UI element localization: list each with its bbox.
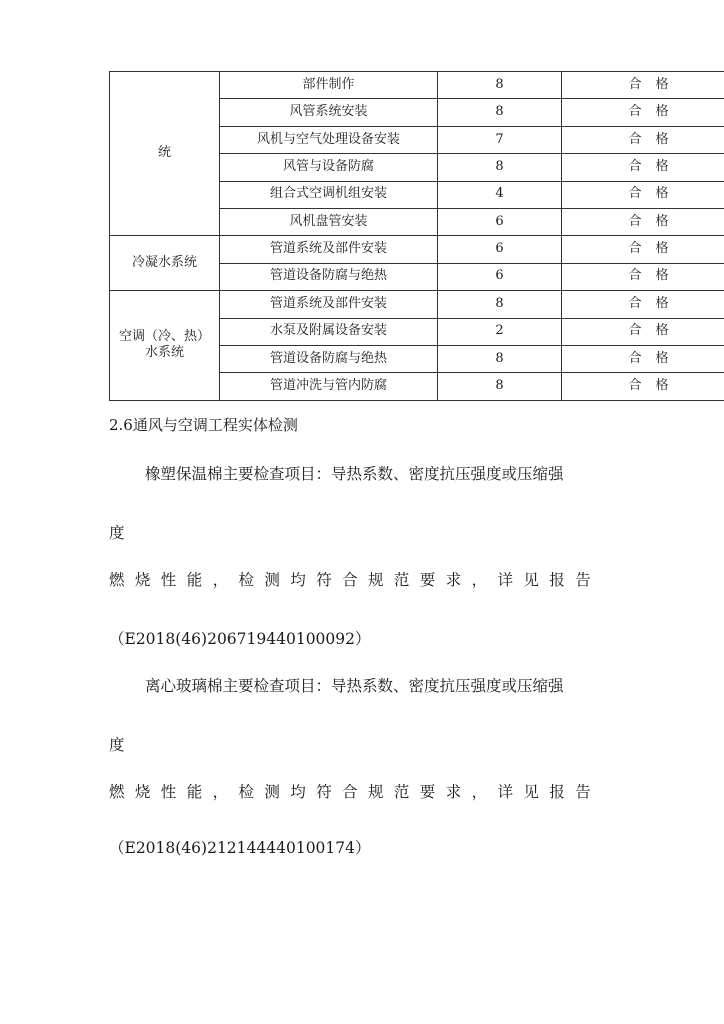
item-cell: 部件制作 — [220, 72, 438, 99]
count-cell: 8 — [438, 291, 562, 318]
result-cell: 合格 — [562, 291, 724, 318]
item-cell: 风管与设备防腐 — [220, 154, 438, 181]
inspection-items-text: 离心玻璃棉主要检查项目：导热系数、密度抗压强度或压缩强 — [145, 677, 564, 695]
item-cell: 管道冲洗与管内防腐 — [220, 373, 438, 400]
inspection-items-text: 橡塑保温棉主要检查项目：导热系数、密度抗压强度或压缩强 — [145, 465, 564, 483]
result-cell: 合格 — [562, 208, 724, 235]
result-text: 燃烧性能，检测均符合规范要求，详见报告 — [109, 571, 602, 589]
count-cell: 8 — [438, 99, 562, 126]
count-cell: 8 — [438, 373, 562, 400]
item-cell: 管道设备防腐与绝热 — [220, 345, 438, 372]
system-name-cell: 空调（冷、热）水系统 — [110, 291, 220, 401]
count-cell: 8 — [438, 154, 562, 181]
result-cell: 合格 — [562, 154, 724, 181]
result-cell: 合格 — [562, 318, 724, 345]
item-cell: 管道系统及部件安装 — [220, 236, 438, 263]
result-cell: 合格 — [562, 373, 724, 400]
item-cell: 管道设备防腐与绝热 — [220, 263, 438, 290]
inspection-items-continued: 度 — [109, 736, 125, 754]
table-row — [110, 72, 724, 99]
item-cell: 组合式空调机组安装 — [220, 181, 438, 208]
table-row — [110, 236, 724, 263]
count-cell: 8 — [438, 345, 562, 372]
count-cell: 6 — [438, 236, 562, 263]
item-cell: 水泵及附属设备安装 — [220, 318, 438, 345]
item-cell: 风机与空气处理设备安装 — [220, 126, 438, 153]
count-cell: 7 — [438, 126, 562, 153]
item-cell: 风管系统安装 — [220, 99, 438, 126]
count-cell: 2 — [438, 318, 562, 345]
section-heading: 2.6通风与空调工程实体检测 — [109, 416, 298, 434]
table-row — [110, 291, 724, 318]
system-name-cell: 统 — [110, 72, 220, 236]
result-cell: 合格 — [562, 236, 724, 263]
result-cell: 合格 — [562, 345, 724, 372]
item-cell: 管道系统及部件安装 — [220, 291, 438, 318]
count-cell: 6 — [438, 208, 562, 235]
inspection-table — [109, 71, 724, 401]
count-cell: 6 — [438, 263, 562, 290]
result-cell: 合格 — [562, 181, 724, 208]
system-name-cell: 冷凝水系统 — [110, 236, 220, 291]
result-cell: 合格 — [562, 126, 724, 153]
result-cell: 合格 — [562, 263, 724, 290]
result-cell: 合格 — [562, 72, 724, 99]
report-number: （E2018(46)206719440100092） — [109, 630, 371, 648]
result-cell: 合格 — [562, 99, 724, 126]
count-cell: 8 — [438, 72, 562, 99]
inspection-items-continued: 度 — [109, 524, 125, 542]
count-cell: 4 — [438, 181, 562, 208]
item-cell: 风机盘管安装 — [220, 208, 438, 235]
report-number: （E2018(46)212144440100174） — [109, 839, 371, 857]
result-text: 燃烧性能，检测均符合规范要求，详见报告 — [109, 783, 602, 801]
